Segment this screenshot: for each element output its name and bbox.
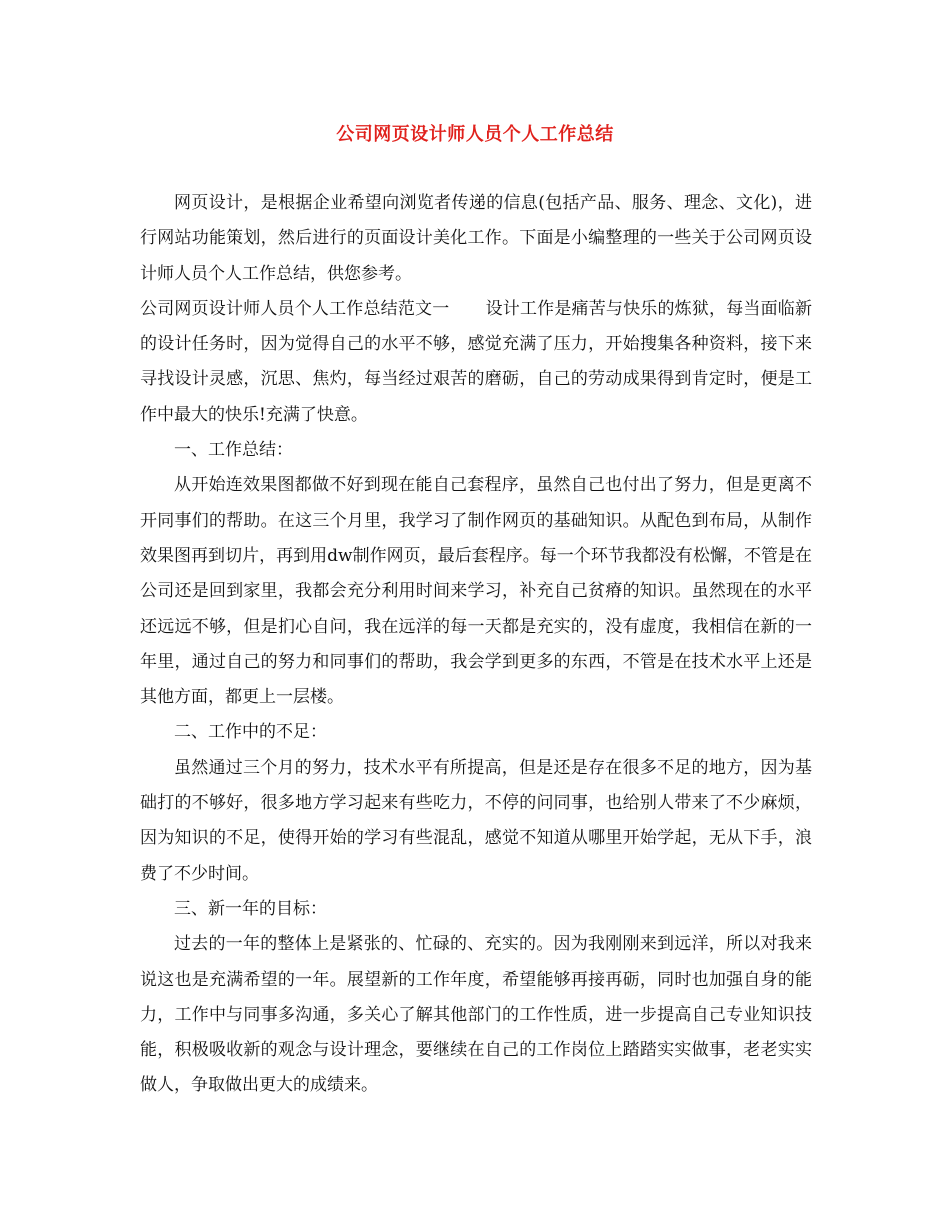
- work-summary-paragraph: 从开始连效果图都做不好到现在能自己套程序，虽然自己也付出了努力，但是更离不开同事们的帮助。在这三个月里，我学习了制作网页的基础知识。从配色到布局，从制作效果图再到切片，再到用dw制作网页，最后套程序。每一个环节我都没有松懈，不管是在公司还是回到家里，我都会充分利用时间来学习，补充自己贫瘠的知识。虽然现在的水平还远远不够，但是扪心自问，我在远洋的每一天都是充实的，没有虚度，我相信在新的一年里，通过自己的努力和同事们的帮助，我会学到更多的东西，不管是在技术水平上还是其他方面，都更上一层楼。: [140, 475, 812, 708]
- sample-heading: 公司网页设计师人员个人工作总结范文一: [140, 298, 450, 319]
- goals-paragraph: 过去的一年的整体上是紧张的、忙碌的、充实的。因为我刚刚来到远洋，所以对我来说这也是充满希望的一年。展望新的工作年度，希望能够再接再砺，同时也加强自身的能力，工作中与同事多沟通，多关心了解其他部门的工作性质，进一步提高自己专业知识技能，积极吸收新的观念与设计理念，要继续在自己的工作岗位上踏踏实实做事，老老实实做人，争取做出更大的成绩来。: [140, 934, 812, 1096]
- document-body: [140, 186, 812, 1104]
- section-heading-work-summary: 一、工作总结：: [174, 440, 293, 461]
- section-heading-shortcomings: 二、工作中的不足：: [174, 722, 327, 743]
- section-heading-goals: 三、新一年的目标：: [174, 898, 327, 919]
- sample-section-paragraph: [140, 292, 812, 433]
- intro-paragraph: 网页设计，是根据企业希望向浏览者传递的信息(包括产品、服务、理念、文化)，进行网站功能策划，然后进行的页面设计美化工作。下面是小编整理的一些关于公司网页设计师人员个人工作总结，供您参考。: [140, 193, 812, 284]
- document-title: 公司网页设计师人员个人工作总结: [336, 124, 614, 145]
- shortcomings-paragraph: 虽然通过三个月的努力，技术水平有所提高，但是还是存在很多不足的地方，因为基础打的不够好，很多地方学习起来有些吃力，不停的问同事，也给别人带来了不少麻烦，因为知识的不足，使得开始的学习有些混乱，感觉不知道从哪里开始学起，无从下手，浪费了不少时间。: [140, 757, 812, 884]
- sample-opening-text: 设计工作是痛苦与快乐的炼狱，每当面临新的设计任务时，因为觉得自己的水平不够，感觉充满了压力，开始搜集各种资料，接下来寻找设计灵感，沉思、焦灼，每当经过艰苦的磨砺，自己的劳动成果得到肯定时，便是工作中最大的快乐!充满了快意。: [140, 298, 813, 425]
